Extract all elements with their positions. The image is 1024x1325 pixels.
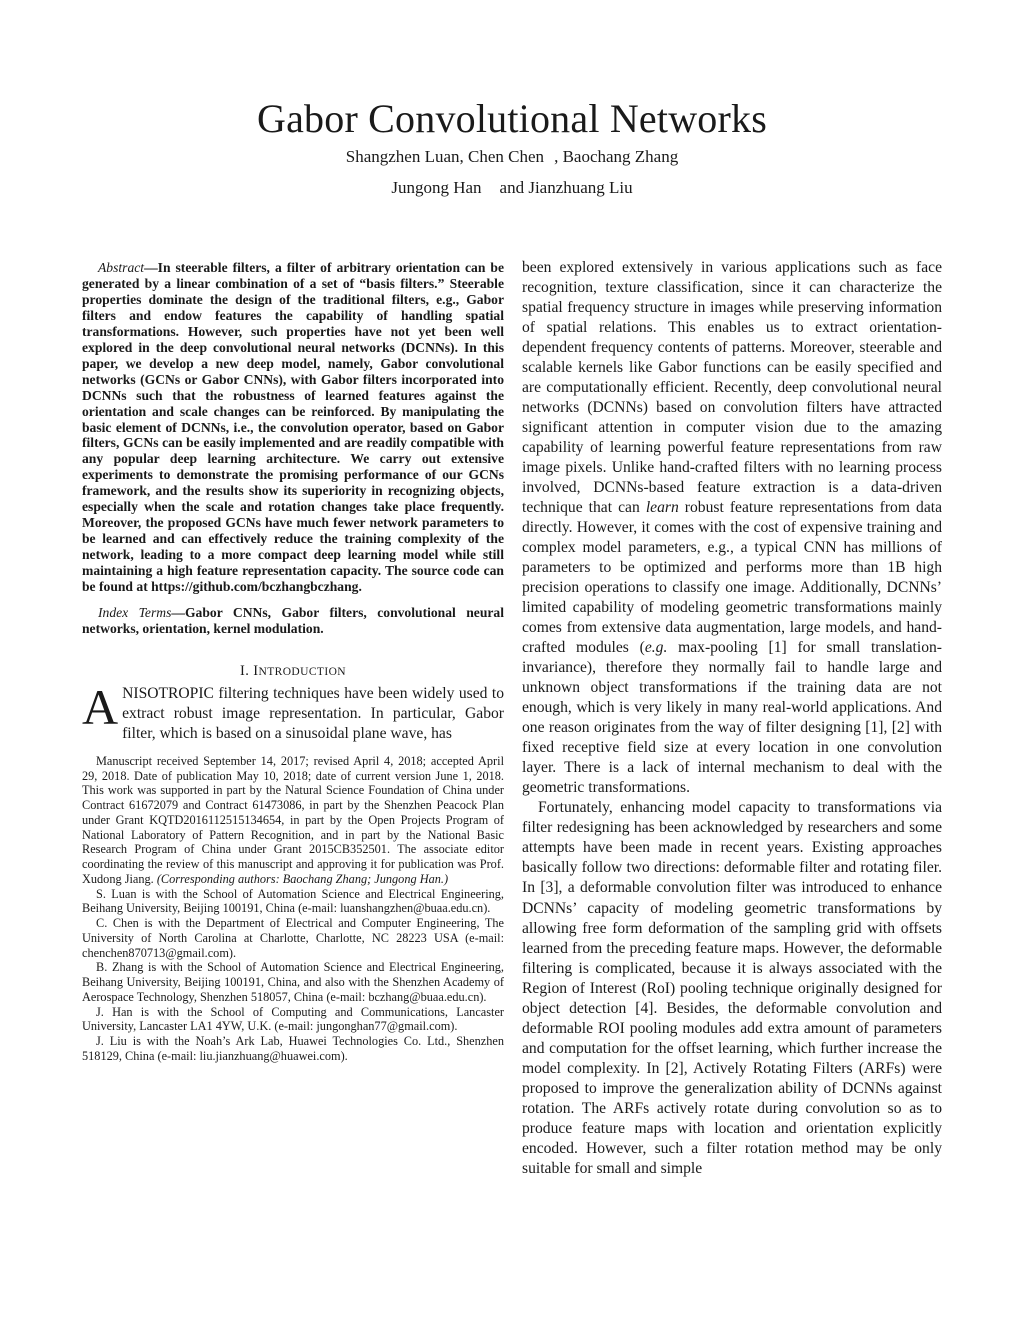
footnote-liu: J. Liu is with the Noah’s Ark Lab, Huawei Technologies Co. Ltd., Shenzhen 518129, China (e-mail: liu.jianzhuang@huawei.com). <box>82 1034 504 1063</box>
footnote-manuscript-text: Manuscript received September 14, 2017; revised April 4, 2018; accepted April 29, 2018. Date of publication May 10, 2018; date of current version June 1, 2018. This work was supported in part by the Natural Science Foundation of China under Contract 61672079 and Contract 61473086, in part by the Shenzhen Peacock Plan under Grant KQTD2016112515134654, in part by the Open Projects Program of National Laboratory of Pattern Recognition, and in part by the National Basic Research Program of China under Grant 2015CB352501. The associate editor coordinating the review of this manuscript and approving it for publication was Prof. Xudong Jiang. <box>82 753 504 886</box>
body-emphasis: e.g. <box>644 639 668 657</box>
footnote-chen: C. Chen is with the Department of Electrical and Computer Engineering, The University of North Carolina at Charlotte, Charlotte, NC 28223 USA (e-mail: chenchen870713@gmail.com). <box>82 916 504 960</box>
index-terms-text: Gabor CNNs, Gabor filters, convolutional neural networks, orientation, kernel modulation. <box>82 605 504 636</box>
section-number: I. <box>240 662 250 679</box>
section-heading-introduction <box>82 663 504 680</box>
footnote-manuscript <box>82 754 504 887</box>
index-terms <box>82 605 504 637</box>
author-line-1 <box>0 146 1024 168</box>
body-text: max-pooling [1] for small translation-invariance), therefore they normally fail to handle large and unknown object transformations if the training data are not enough, which is very likely in many real-world applications. And one reason originates from the way of filter designing [1], [2] with fixed receptive field size at every location in one convolution layer. There is a lack of internal mechanism to deal with the geometric transformations. <box>522 639 942 797</box>
right-column <box>522 258 942 1179</box>
body-paragraph-1 <box>522 258 942 798</box>
paper-title: Gabor Convolutional Networks <box>257 96 767 141</box>
body-paragraph-2: Fortunately, enhancing model capacity to transformations via filter redesigning has been acknowledged by researchers and some attempts have been made in recent years. Existing approaches basically follow two directions: deformable filter and rotating filer. In [3], a deformable convolution filter was introduced to enhance DCNNs’ capacity of modeling geometric transformations by allowing free form deformation of the sampling grid with offsets learned from the preceding feature maps. However, the deformable filtering is complicated, because it is always associated with the Region of Interest (RoI) pooling technique originally designed for object detection [4]. Besides, the deformable convolution and deformable ROI pooling modules add extra amount of parameters and computation for the offset learning, which further increase the model complexity. In [2], Actively Rotating Filters (ARFs) were proposed to improve the generalization ability of DCNNs against rotation. The ARFs actively rotate during convolution so as to produce feature maps with location and orientation explicitly encoded. However, such a filter rotation method may be only suitable for small and simple <box>522 799 942 1177</box>
author-names-1a: Shangzhen Luan, Chen Chen <box>345 147 545 166</box>
footnote-zhang: B. Zhang is with the School of Automation Science and Electrical Engineering, Beihang University, Beijing 100191, China, and also with the Shenzhen Academy of Aerospace Technology, Shenzhen 518057, China (e-mail: bczhang@buaa.edu.cn). <box>82 960 504 1004</box>
intro-paragraph <box>82 678 504 744</box>
abstract-dash: — <box>144 260 158 275</box>
section-title-rest: NTRODUCTION <box>258 665 346 678</box>
index-terms-label: Index Terms <box>98 605 172 621</box>
section-title-first: I <box>253 662 259 679</box>
intro-text: NISOTROPIC filtering techniques have been widely used to extract robust image representation. In particular, Gabor filter, which is based on a sinusoidal plane wave, has <box>122 684 504 742</box>
author-names-2b: and Jianzhuang Liu <box>499 178 633 197</box>
abstract-label: Abstract <box>98 260 145 275</box>
footnote-luan: S. Luan is with the School of Automation Science and Electrical Engineering, Beihang University, Beijing 100191, China (e-mail: luanshangzhen@buaa.edu.cn). <box>82 886 504 916</box>
footnote-han: J. Han is with the School of Computing and Communications, Lancaster University, Lancaster LA1 4YW, U.K. (e-mail: jungonghan77@gmail.com). <box>82 1004 504 1034</box>
footnotes <box>82 754 504 1064</box>
body-emphasis: learn <box>645 499 679 517</box>
abstract <box>82 260 504 595</box>
body-text: robust feature representations from data directly. However, it comes with the cost of expensive training and complex model parameters, e.g., a typical CNN has millions of parameters to be optimized and performs more than 1B high precision operations to classify one image. Additionally, DCNNs’ limited capability of modeling geometric transformations mainly comes from extensive data augmentation, large models, and hand-crafted modules ( <box>522 499 942 657</box>
index-terms-dash: — <box>171 605 185 621</box>
author-names-2a: Jungong Han <box>391 178 482 197</box>
footnote-corresponding: (Corresponding authors: Baochang Zhang; Jungong Han.) <box>156 871 449 886</box>
left-column <box>82 260 504 1064</box>
body-text: been explored extensively in various applications such as face recognition, texture classification, since it can characterize the spatial frequency structure in images while preserving information of spatial relations. This enables us to extract orientation-dependent frequency contents of patterns. Moreover, steerable and scalable kernels like Gabor functions can be easily specified and are computationally efficient. Recently, deep convolutional neural networks (DCNNs) based on convolution filters have attracted significant attention in computer vision due to the amazing capability of learning powerful feature representations from raw image pixels. Unlike hand-crafted filters with no learning process involved, DCNNs-based feature extraction is a data-driven technique that can <box>522 259 942 517</box>
abstract-text: In steerable filters, a filter of arbitrary orientation can be generated by a linear combination of a set of “basis filters.” Steerable properties dominate the design of the traditional filters, e.g., Gabor filters and endow features the capability of handling spatial transformations. However, such properties have not yet been well explored in the deep convolutional neural networks (DCNNs). In this paper, we develop a new deep model, namely, Gabor convolutional networks (GCNs or Gabor CNNs), with Gabor filters incorporated into DCNNs such that the robustness of learned features against the orientation and scale changes can be reinforced. By manipulating the basic element of DCNNs, i.e., the convolution operator, based on Gabor filters, GCNs can be easily implemented and are readily compatible with any popular deep learning architecture. We carry out extensive experiments to demonstrate the promising performance of our GCNs framework, and the results show its superiority in recognizing objects, especially when the scale and rotation changes take place frequently. Moreover, the proposed GCNs have much fewer network parameters to be learned and can effectively reduce the training complexity of the network, leading to a more compact deep learning model while still maintaining a high feature representation capacity. The source code can be found at https://github.com/bczhangbczhang. <box>82 260 504 595</box>
author-line-2 <box>0 177 1024 199</box>
drop-cap: A <box>82 678 119 735</box>
author-names-1b: , Baochang Zhang <box>554 147 679 166</box>
